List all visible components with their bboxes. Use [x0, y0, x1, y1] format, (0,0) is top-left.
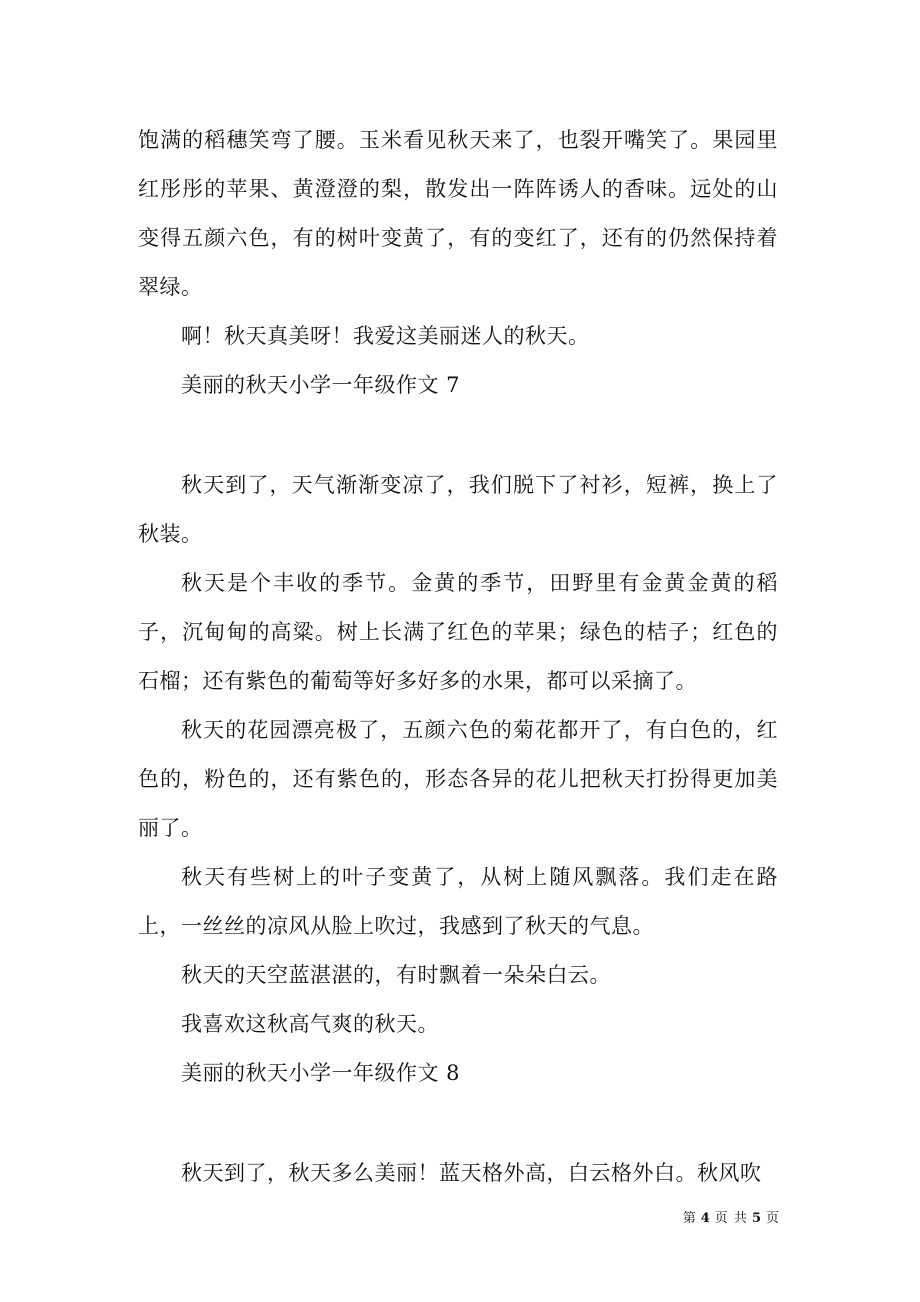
paragraph: 秋天有些树上的叶子变黄了，从树上随风飘落。我们走在路上，一丝丝的凉风从脸上吹过，我感到了秋天的气息。 [138, 865, 778, 938]
paragraph: 秋天到了，秋天多么美丽！蓝天格外高，白云格外白。秋风吹 [181, 1161, 762, 1185]
total-page-number: 5 [751, 1211, 762, 1226]
current-page-number: 4 [700, 1211, 711, 1226]
blank-line [138, 410, 778, 461]
paragraph: 秋天的花园漂亮极了，五颜六色的菊花都开了，有白色的，红色的，粉色的，还有紫色的，形态各异的花儿把秋天打扮得更加美丽了。 [138, 718, 778, 840]
essay-heading-7: 美丽的秋天小学一年级作文 7 [181, 373, 461, 397]
blank-line [138, 1098, 778, 1149]
paragraph: 我喜欢这秋高气爽的秋天。 [181, 1012, 439, 1036]
footer-middle: 页 共 [714, 1211, 748, 1226]
paragraph: 秋天是个丰收的季节。金黄的季节，田野里有金黄金黄的稻子，沉甸甸的高粱。树上长满了红色的苹果；绿色的桔子；红色的石榴；还有紫色的葡萄等好多好多的水果，都可以采摘了。 [138, 571, 778, 693]
footer-suffix: 页 [765, 1211, 780, 1226]
essay-heading-8: 美丽的秋天小学一年级作文 8 [181, 1061, 461, 1085]
paragraph: 秋天的天空蓝湛湛的，有时飘着一朵朵白云。 [181, 963, 611, 987]
paragraph: 秋天到了，天气渐渐变凉了，我们脱下了衬衫，短裤，换上了秋装。 [138, 473, 778, 546]
footer-prefix: 第 [682, 1211, 697, 1226]
document-body [138, 116, 778, 1198]
paragraph: 饱满的稻穗笑弯了腰。玉米看见秋天来了，也裂开嘴笑了。果园里红彤彤的苹果、黄澄澄的梨，散发出一阵阵诱人的香味。远处的山变得五颜六色，有的树叶变黄了，有的变红了，还有的仍然保持着翠绿。 [138, 128, 778, 299]
paragraph: 啊！秋天真美呀！我爱这美丽迷人的秋天。 [181, 324, 590, 348]
page-number-footer [683, 1207, 780, 1226]
